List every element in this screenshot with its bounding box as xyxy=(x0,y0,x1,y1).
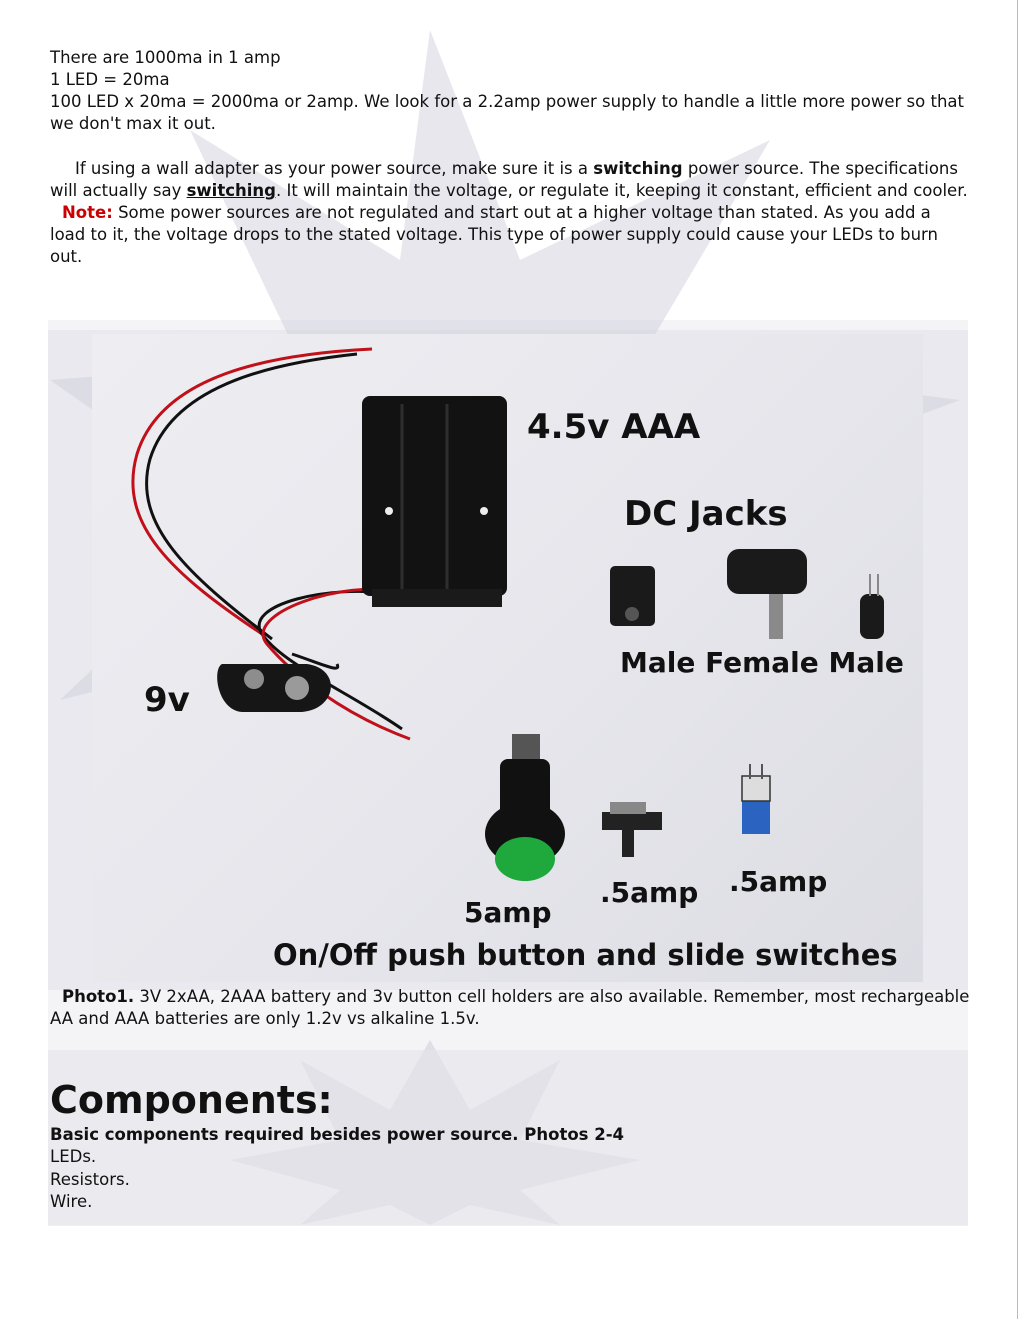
switching-text-b: power source. The specifications will actually say xyxy=(50,159,958,200)
components-heading: Components: xyxy=(50,1078,333,1122)
switching-text-a: If using a wall adapter as your power source, make sure it is a xyxy=(75,159,594,178)
label-5amp: 5amp xyxy=(464,896,552,929)
intro-line-2: 1 LED = 20ma xyxy=(50,70,170,89)
intro-line-1: There are 1000ma in 1 amp xyxy=(50,48,281,67)
caption-text: 3V 2xAA, 2AAA battery and 3v button cell holders are also available. Remember, most rechargeable AA and AAA batteries are only 1.2v vs alkaline 1.5v. xyxy=(50,987,970,1028)
photo1-power-components xyxy=(92,334,923,982)
switching-paragraph xyxy=(50,158,970,268)
label-9v: 9v xyxy=(144,680,190,720)
components-section xyxy=(50,1076,970,1214)
note-label: Note: xyxy=(62,203,113,222)
component-item-leds: LEDs. xyxy=(50,1147,97,1166)
component-item-wire: Wire. xyxy=(50,1192,93,1211)
component-item-resistors: Resistors. xyxy=(50,1169,130,1189)
switching-bold-underlined: switching xyxy=(186,181,276,200)
photo1-caption xyxy=(50,986,970,1030)
intro-paragraph xyxy=(50,47,970,135)
note-text: Some power sources are not regulated and start out at a higher voltage than stated. As you add a load to it, the voltage drops to the stated voltage. This type of power supply could cause your LEDs to burn out. xyxy=(50,203,938,266)
caption-label: Photo1. xyxy=(62,987,135,1006)
label-male-female-male: Male Female Male xyxy=(620,646,904,679)
label-half-amp-mini: .5amp xyxy=(729,865,828,898)
label-4-5v-aaa: 4.5v AAA xyxy=(527,407,701,447)
switching-bold: switching xyxy=(593,159,683,178)
page-edge-rule xyxy=(1017,0,1018,1319)
label-switches: On/Off push button and slide switches xyxy=(273,938,898,972)
components-subheading: Basic components required besides power source. Photos 2-4 xyxy=(50,1125,625,1144)
label-half-amp-slide: .5amp xyxy=(600,876,699,909)
label-dc-jacks: DC Jacks xyxy=(624,494,788,534)
intro-line-3: 100 LED x 20ma = 2000ma or 2amp. We look for a 2.2amp power supply to handle a little more power so that we don't max it out. xyxy=(50,92,964,133)
switching-text-c: . It will maintain the voltage, or regulate it, keeping it constant, efficient and cooler. xyxy=(275,181,968,200)
